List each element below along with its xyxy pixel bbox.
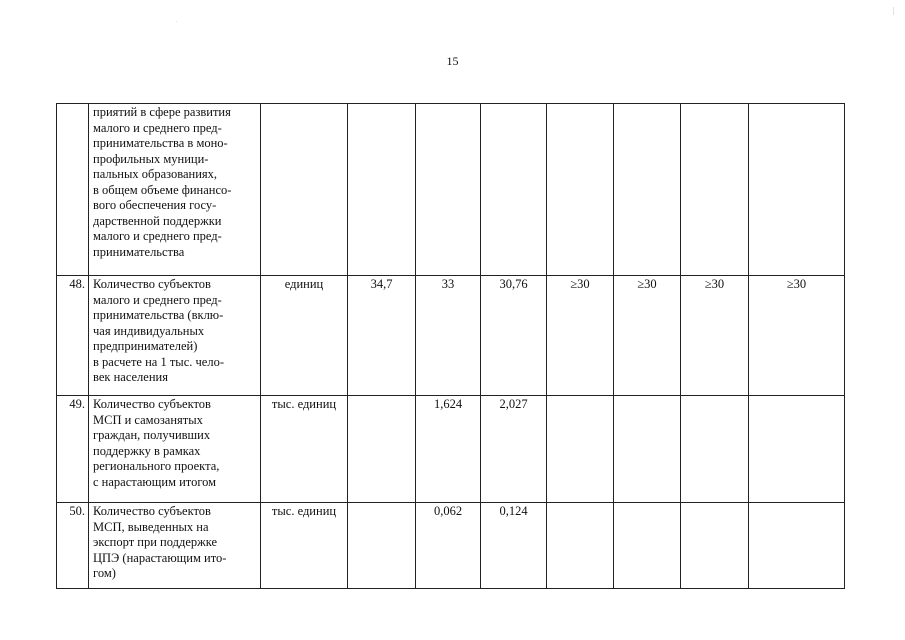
indicator-name-line: МСП, выведенных на: [93, 519, 209, 534]
value-cell: [481, 104, 547, 276]
value-cell: 33: [416, 276, 481, 396]
value-cell: [681, 396, 749, 503]
indicator-name: [89, 503, 261, 589]
indicator-name-line: малого и среднего пред-: [93, 120, 222, 135]
value-cell: [416, 104, 481, 276]
value-cell: [749, 396, 845, 503]
indicator-name-line: Количество субъектов: [93, 504, 211, 518]
value-cell: [614, 503, 681, 589]
value-cell: [348, 503, 416, 589]
value-cell: [547, 104, 614, 276]
value-cell: [614, 104, 681, 276]
value-cell: [681, 104, 749, 276]
table-row: [57, 396, 845, 503]
indicator-name-line: приятий в сфере развития: [93, 105, 231, 119]
indicator-name-line: в общем объеме финансо-: [93, 182, 232, 197]
indicator-name: [89, 276, 261, 396]
unit-cell: единиц: [261, 276, 348, 396]
indicator-name-line: профильных муници-: [93, 151, 209, 166]
table-row: [57, 276, 845, 396]
indicator-name-line: Количество субъектов: [93, 277, 211, 291]
indicator-name-line: МСП и самозанятых: [93, 412, 203, 427]
indicator-name-line: Количество субъектов: [93, 397, 211, 411]
table-body: [57, 104, 845, 589]
indicator-name-line: принимательства в моно-: [93, 136, 228, 150]
value-cell: ≥30: [681, 276, 749, 396]
indicator-name-line: принимательства (вклю-: [93, 308, 224, 322]
unit-cell: тыс. единиц: [261, 503, 348, 589]
indicator-name-line: век населения: [93, 370, 168, 384]
value-cell: [348, 396, 416, 503]
indicator-name-line: малого и среднего пред-: [93, 292, 222, 307]
page-number: 15: [446, 54, 459, 68]
value-cell: [614, 396, 681, 503]
value-cell: [749, 503, 845, 589]
table-row: [57, 503, 845, 589]
indicator-name-line: малого и среднего пред-: [93, 229, 222, 243]
row-number: [57, 104, 89, 276]
unit-cell: тыс. единиц: [261, 396, 348, 503]
indicator-name-line: гом): [93, 566, 116, 580]
indicator-name: [89, 104, 261, 276]
indicator-name-line: граждан, получивших: [93, 428, 211, 442]
indicator-name-line: экспорт при поддержке: [93, 535, 218, 549]
value-cell: 1,624: [416, 396, 481, 503]
row-number: 48.: [57, 276, 89, 396]
value-cell: [547, 396, 614, 503]
indicator-name-line: чая индивидуальных: [93, 323, 205, 338]
value-cell: [348, 104, 416, 276]
value-cell: [547, 503, 614, 589]
indicator-name-line: принимательства: [93, 244, 185, 259]
unit-cell: [261, 104, 348, 276]
indicator-name-line: в расчете на 1 тыс. чело-: [93, 354, 224, 369]
indicator-name-line: регионального проекта,: [93, 459, 220, 473]
value-cell: ≥30: [547, 276, 614, 396]
table-row: [57, 104, 845, 276]
indicator-name-line: вого обеспечения госу-: [93, 198, 217, 212]
value-cell: 2,027: [481, 396, 547, 503]
value-cell: [749, 104, 845, 276]
scan-mark-left: ·: [175, 18, 178, 26]
indicator-name-line: с нарастающим итогом: [93, 474, 217, 489]
value-cell: [681, 503, 749, 589]
value-cell: ≥30: [614, 276, 681, 396]
value-cell: 0,062: [416, 503, 481, 589]
indicator-name-line: поддержку в рамках: [93, 443, 201, 458]
value-cell: 34,7: [348, 276, 416, 396]
indicator-name-line: дарственной поддержки: [93, 213, 222, 228]
indicator-name-line: пальных образованиях,: [93, 167, 218, 181]
scan-mark-right: |: [893, 6, 895, 15]
indicator-name: [89, 396, 261, 503]
value-cell: 0,124: [481, 503, 547, 589]
indicator-name-line: ЦПЭ (нарастающим ито-: [93, 550, 227, 565]
indicators-table: [56, 103, 845, 589]
indicator-name-line: предпринимателей): [93, 339, 198, 353]
value-cell: 30,76: [481, 276, 547, 396]
row-number: 50.: [57, 503, 89, 589]
row-number: 49.: [57, 396, 89, 503]
value-cell: ≥30: [749, 276, 845, 396]
